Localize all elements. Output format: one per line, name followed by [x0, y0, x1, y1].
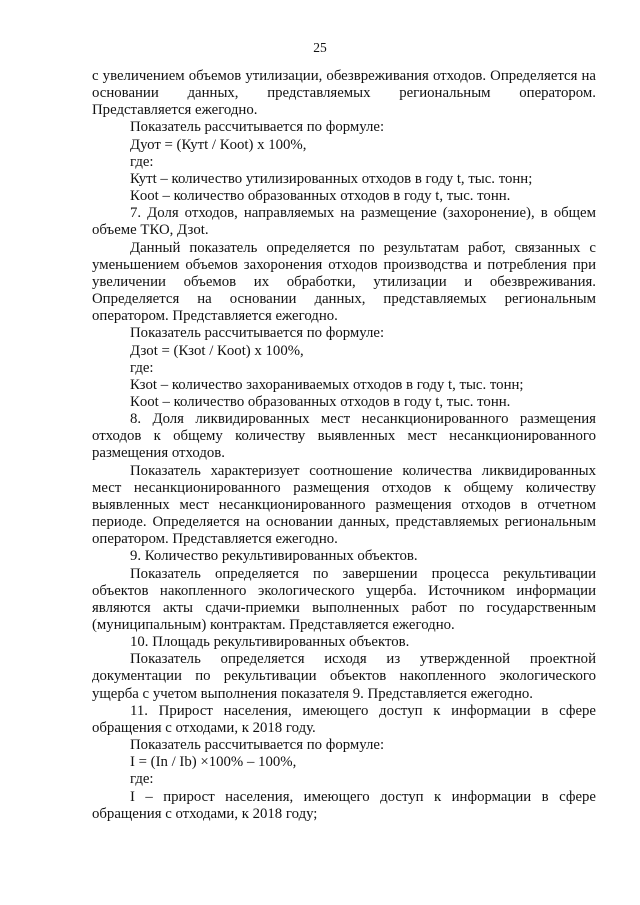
paragraph: Данный показатель определяется по результатам работ, связанных с уменьшением объемов захоронения отходов производства и потребления при увеличении объемов их обработки, утилизации и обезвреживания. Определяется на основании данных, представляемых региональным оператором. Представляется ежегодно.: [92, 239, 596, 325]
formula-variable: I – прирост населения, имеющего доступ к информации в сфере обращения с отходами, к 2018 году;: [92, 788, 596, 822]
where-label: где:: [130, 153, 154, 170]
formula-intro: Показатель рассчитывается по формуле:: [130, 325, 385, 342]
indicator-heading: 8. Доля ликвидированных мест несанкционированного размещения отходов к общему количеству выявленных мест несанкционированного размещения отходов.: [92, 411, 596, 462]
formula-intro: Показатель рассчитывается по формуле:: [130, 737, 385, 754]
paragraph: Показатель определяется исходя из утвержденной проектной документации по рекультивации объектов накопленного экологического ущерба с учетом выполнения показателя 9. Представляется ежегодно.: [92, 651, 596, 702]
paragraph: Показатель характеризует соотношение количества ликвидированных мест несанкционированного размещения отходов к общему количеству выявленных мест несанкционированного размещения отходов в отчетном периоде. Определяется на основании данных, представляемых региональным оператором. Представляется ежегодно.: [92, 462, 596, 548]
formula-intro: Показатель рассчитывается по формуле:: [130, 119, 385, 136]
page-number: 25: [313, 40, 327, 55]
formula: Дуот = (Кутt / Кoot) х 100%,: [130, 136, 307, 153]
indicator-heading: 10. Площадь рекультивированных объектов.: [130, 634, 410, 651]
formula-variable: Кoot – количество образованных отходов в году t, тыс. тонн.: [130, 393, 511, 410]
indicator-heading: 11. Прирост населения, имеющего доступ к информации в сфере обращения с отходами, к 2018 году.: [92, 702, 596, 736]
where-label: где:: [130, 359, 154, 376]
formula-variable: Кутt – количество утилизированных отходов в году t, тыс. тонн;: [130, 170, 533, 187]
formula-variable: Кзot – количество захораниваемых отходов в году t, тыс. тонн;: [130, 376, 524, 393]
paragraph: с увеличением объемов утилизации, обезвреживания отходов. Определяется на основании данных, представляемых региональным оператором. Представляется ежегодно.: [92, 68, 596, 119]
paragraph: Показатель определяется по завершении процесса рекультивации объектов накопленного экологического ущерба. Источником информации являются акты сдачи-приемки выполненных работ по государственным (муниципальным) контрактам. Представляется ежегодно.: [92, 565, 596, 633]
where-label: где:: [130, 771, 154, 788]
indicator-heading: 7. Доля отходов, направляемых на размещение (захоронение), в общем объеме ТКО, Дзot.: [92, 205, 596, 239]
indicator-heading: 9. Количество рекультивированных объектов.: [130, 548, 418, 565]
formula-variable: Кoot – количество образованных отходов в году t, тыс. тонн.: [130, 188, 511, 205]
formula: Дзot = (Кзot / Кoot) х 100%,: [130, 342, 304, 359]
document-body: [92, 68, 596, 823]
formula: I = (In / Ib) ×100% – 100%,: [130, 754, 297, 771]
